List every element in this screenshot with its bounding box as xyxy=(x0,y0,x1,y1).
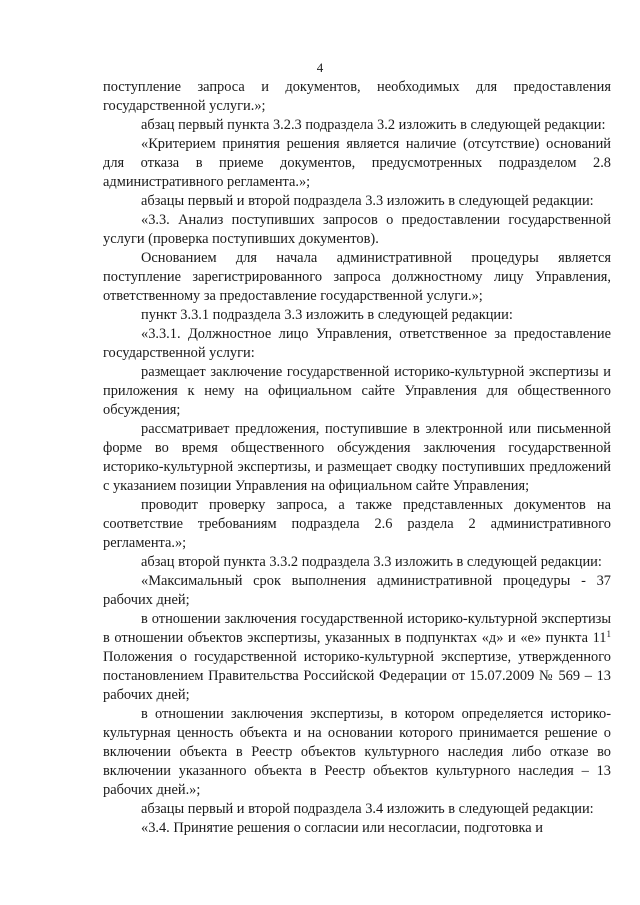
list-item-checks-request: проводит проверку запроса, а также представленных документов на соответствие требованиям подраздела 2.6 раздела 2 административного регламента.»; xyxy=(103,497,611,551)
amendment-instruction-3-4: абзацы первый и второй подраздела 3.4 изложить в следующей редакции: xyxy=(141,801,594,817)
list-item-reviews-proposals: рассматривает предложения, поступившие в электронной или письменной форме во время общественного обсуждения заключения государственной историко-культурной экспертизы, и размещает сводку поступивших предложений с указанием позиции Управления на официальном сайте Управления; xyxy=(103,421,611,494)
quoted-3-3-1-intro: «3.3.1. Должностное лицо Управления, ответственное за предоставление государственной услуги: xyxy=(103,326,611,361)
amendment-instruction-3-3: абзацы первый и второй подраздела 3.3 изложить в следующей редакции: xyxy=(141,193,594,209)
quoted-max-term-paragraph: «Максимальный срок выполнения административной процедуры - 37 рабочих дней; xyxy=(103,573,611,608)
page-number: 4 xyxy=(316,60,324,75)
paragraph-continuation: поступление запроса и документов, необходимых для предоставления государственной услуги.»; xyxy=(103,79,611,114)
superscript-footnote: 1 xyxy=(606,629,611,639)
term-paragraph-cultural-value: в отношении заключения экспертизы, в котором определяется историко-культурная ценность объекта и на основании которого принимается решение о включении объекта в Реестр объектов культурного наследия либо отказе во включении указанного объекта в Реестр объектов культурного наследия – 13 рабочих дней.»; xyxy=(103,706,611,798)
amendment-instruction-3-3-2: абзац второй пункта 3.3.2 подраздела 3.3 изложить в следующей редакции: xyxy=(141,554,602,570)
term-text-before: в отношении заключения государственной историко-культурной экспертизы в отношении объектов экспертизы, указанных в подпунктах «д» и «е» пункта 11 xyxy=(103,611,611,646)
document-body xyxy=(103,78,611,838)
term-paragraph-expertise-objects xyxy=(103,610,611,705)
quoted-section-3-3-heading: «3.3. Анализ поступивших запросов о предоставлении государственной услуги (проверка поступивших документов). xyxy=(103,212,611,247)
amendment-instruction-3-3-1: пункт 3.3.1 подраздела 3.3 изложить в следующей редакции: xyxy=(141,307,513,323)
quoted-basis-paragraph: Основанием для начала административной процедуры является поступление зарегистрированного запроса должностному лицу Управления, ответственному за предоставление государственной услуги.»; xyxy=(103,250,611,304)
quoted-3-4-start: «3.4. Принятие решения о согласии или несогласии, подготовка и xyxy=(141,820,543,836)
amendment-instruction-3-2-3: абзац первый пункта 3.2.3 подраздела 3.2 изложить в следующей редакции: xyxy=(141,117,606,133)
term-text-after: Положения о государственной историко-культурной экспертизе, утвержденного постановлением Правительства Российской Федерации от 15.07.2009 № 569 – 13 рабочих дней; xyxy=(103,649,611,703)
quoted-criterion-paragraph: «Критерием принятия решения является наличие (отсутствие) оснований для отказа в приеме документов, предусмотренных подразделом 2.8 административного регламента.»; xyxy=(103,136,611,190)
list-item-posts-conclusion: размещает заключение государственной историко-культурной экспертизы и приложения к нему на официальном сайте Управления для общественного обсуждения; xyxy=(103,364,611,418)
